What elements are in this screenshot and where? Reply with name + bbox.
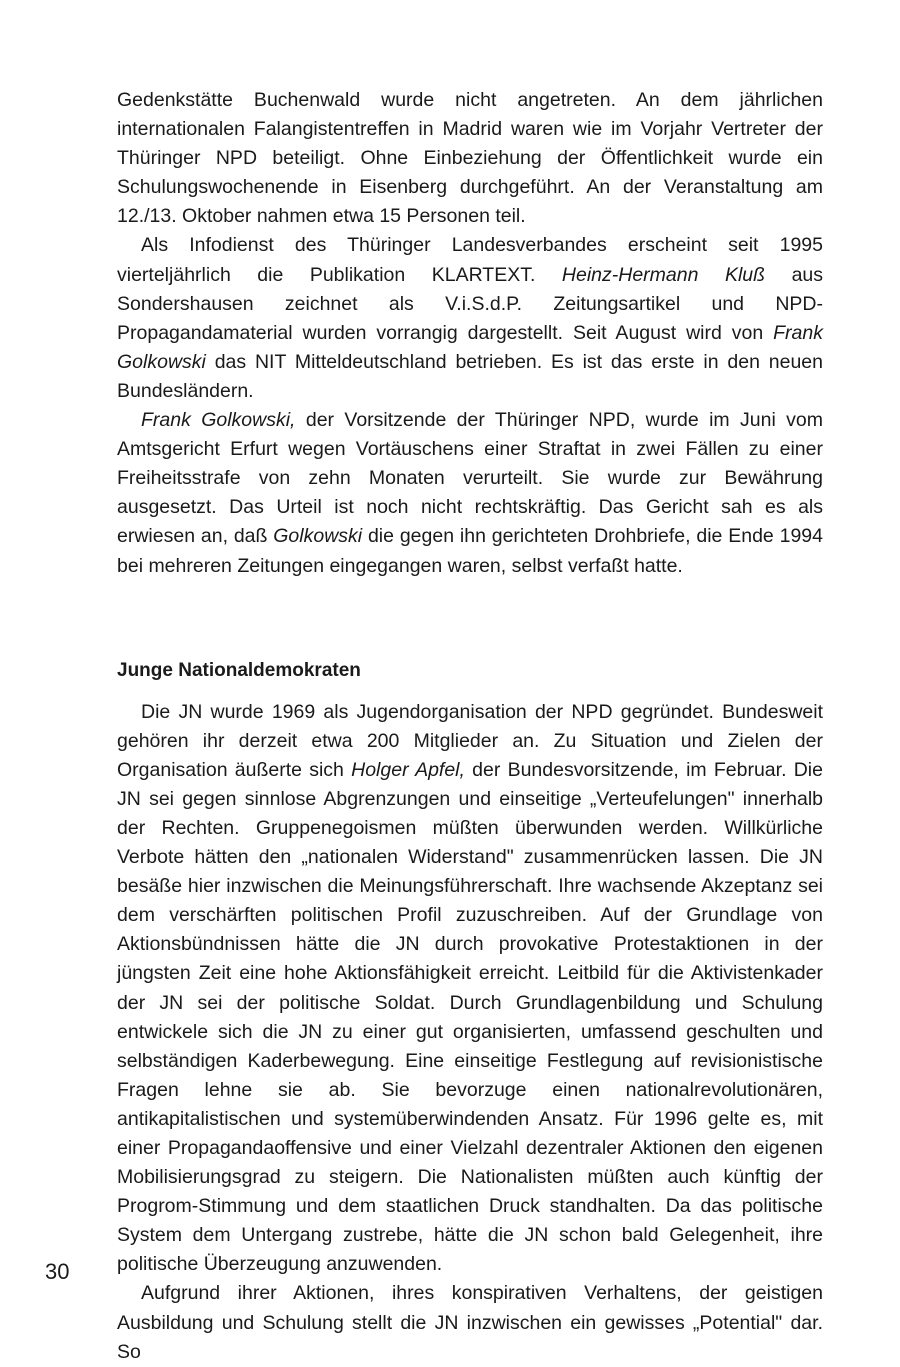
section-heading: Junge Nationaldemokraten <box>117 659 361 681</box>
paragraph-text: Die JN wurde 1969 als Jugendorganisation der NPD gegründet. Bundesweit gehören ihr derzeit etwa 200 Mitglieder an. Zu Situation und Zielen der Organisation äußerte sich <box>117 700 823 781</box>
paragraph-text: Aufgrund ihrer Aktionen, ihres konspirativen Verhaltens, der geistigen Ausbildung und Schulung stellt die JN inzwischen ein gewisses „Potential" dar. So <box>117 1282 823 1363</box>
paragraph-text: aus Sondershausen zeichnet als V.i.S.d.P. Zeitungsartikel und NPD-Propagandamaterial wurden vorrangig dargestellt. Seit August wird von <box>117 263 824 344</box>
person-name-kluss: Heinz-Hermann Kluß <box>561 263 766 286</box>
person-name-golkowski: Frank Golkowski <box>117 321 823 373</box>
person-name-golkowski: Golkowski <box>273 525 363 548</box>
paragraph-text: Als Infodienst des Thüringer Landesverbandes erscheint seit 1995 vierteljährlich die Publikation KLARTEXT. <box>117 234 823 286</box>
person-name-golkowski: Frank Golkowski, <box>141 409 296 432</box>
page-number: 30 <box>45 1259 70 1284</box>
paragraph-jn-potential <box>117 1279 823 1366</box>
paragraph-buchenwald <box>117 86 823 231</box>
person-name-apfel: Holger Apfel, <box>351 758 465 781</box>
paragraph-klartext <box>117 231 823 406</box>
paragraph-text: Gedenkstätte Buchenwald wurde nicht angetreten. An dem jährlichen internationalen Falangistentreffen in Madrid waren wie im Vorjahr Vertreter der Thüringer NPD beteiligt. Ohne Einbeziehung der Öffentlichkeit wurde ein Schulungswochenende in Eisenberg durchgeführt. An der Veranstaltung am 12./13. Oktober nahmen etwa 15 Personen teil. <box>117 89 823 228</box>
paragraph-golkowski-verdict <box>117 406 823 581</box>
paragraph-text: das NIT Mitteldeutschland betrieben. Es ist das erste in den neuen Bundesländern. <box>117 350 823 402</box>
paragraph-jn-intro <box>117 698 823 1280</box>
paragraph-text: die gegen ihn gerichteten Drohbriefe, die Ende 1994 bei mehreren Zeitungen eingegangen waren, selbst verfaßt hatte. <box>117 525 823 577</box>
paragraph-text: der Bundesvorsitzende, im Februar. Die JN sei gegen sinnlose Abgrenzungen und einseitige „Verteufelungen" innerhalb der Rechten. Gruppenegoismen müßten überwunden werden. Willkürliche Verbote hätten den „nationalen Widerstand" zusammenrücken lassen. Die JN besäße hier inzwischen die Meinungsführerschaft. Ihre wachsende Akzeptanz sei dem verschärften politischen Profil zuzuschreiben. Auf der Grundlage von Aktionsbündnissen hätte die JN durch provokative Protestaktionen in der jüngsten Zeit eine hohe Aktionsfähigkeit erreicht. Leitbild für die Aktivistenkader der JN sei der politische Soldat. Durch Grundlagenbildung und Schulung entwickele sich die JN zu einer gut organisierten, umfassend geschulten und selbständigen Kaderbewegung. Eine einseitige Festlegung auf revisionistische Fragen lehne sie ab. Sie bevorzuge einen nationalrevolutionären, antikapitalistischen und systemüberwindenden Ansatz. Für 1996 gelte es, mit einer Propagandaoffensive und einer Vielzahl dezentraler Aktionen den eigenen Mobilisierungsgrad zu steigern. Die Nationalisten müßten auch künftig der Progrom-Stimmung und dem staatlichen Druck standhalten. Da das politische System dem Untergang zustrebe, hätte die JN schon bald Gelegenheit, ihre politische Überzeugung anzuwenden. <box>117 758 823 1276</box>
paragraph-text: der Vorsitzende der Thüringer NPD, wurde im Juni vom Amtsgericht Erfurt wegen Vortäuschens einer Straftat in zwei Fällen zu einer Freiheitsstrafe von zehn Monaten verurteilt. Sie wurde zur Bewährung ausgesetzt. Das Urteil ist noch nicht rechtskräftig. Das Gericht sah es als erwiesen an, daß <box>117 409 823 548</box>
text-column <box>117 86 823 1367</box>
